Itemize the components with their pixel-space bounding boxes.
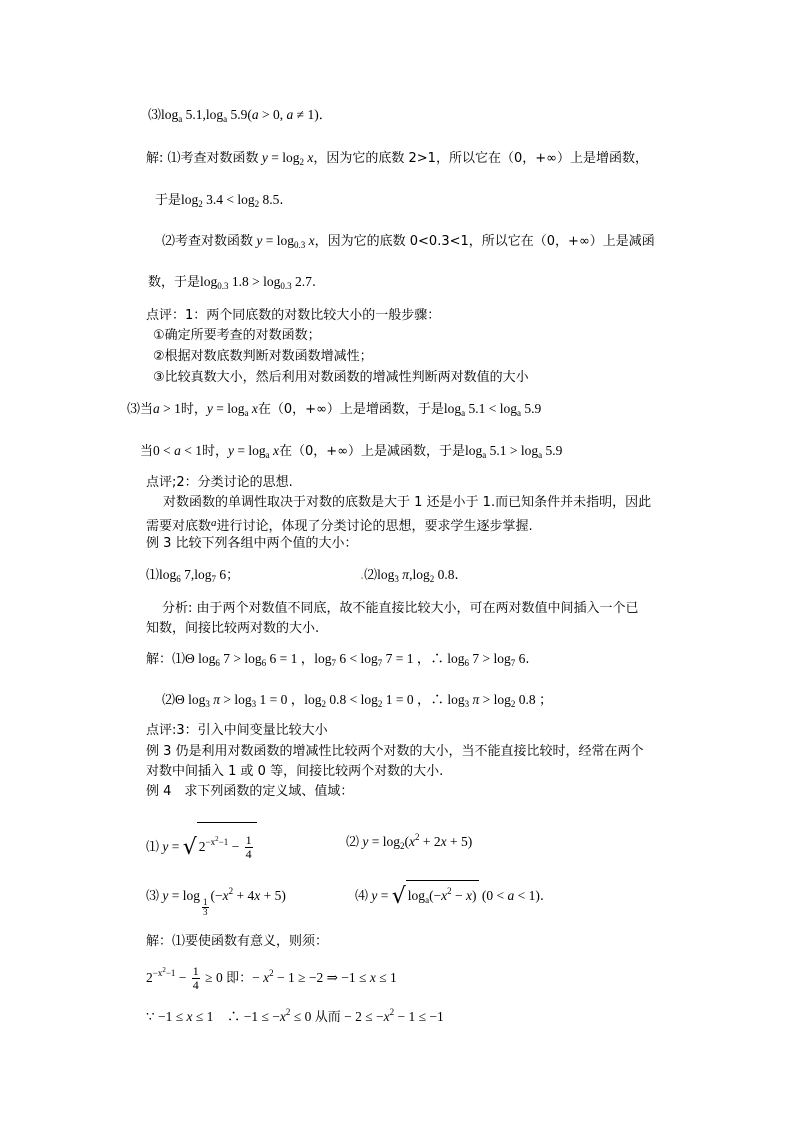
line-4 bbox=[162, 232, 655, 254]
comment-2: 点评;2：分类讨论的思想. bbox=[146, 475, 293, 490]
solution-ex4-step-2: ∵ −1 ≤ x ≤ 1 ∴ $-1 \le -x^2 \le 0$ 从而 − $2 \le -x^2 - 1 \le -1$ bbox=[146, 1007, 444, 1025]
solution-1-label: 解: ⑴考查对数函数 bbox=[146, 151, 259, 166]
line-4-text: ，因为它的底数 0<0.3<1，所以它在（0，+∞）上是减函 bbox=[314, 234, 655, 249]
line-5: 数，于是$\log_{0.3} 1.8 > \log_{0.3} 2.7$. bbox=[148, 274, 317, 291]
example-4-title: 例 4 求下列函数的定义域、值域： bbox=[146, 784, 354, 799]
formula-ex3-1: $\log_6 7,\log_7$ 6 bbox=[159, 567, 227, 584]
formula-log03-compare: $\log_{0.3} 1.8 > \log_{0.3} 2.7$ bbox=[200, 274, 312, 291]
formula-1: $\log_a 5.1,\log_a$ 5.9(a > 0, a ≠ 1) bbox=[161, 107, 319, 124]
label-3b: ⑶当 bbox=[127, 402, 154, 417]
example-3-item-2: $.⑵\log_3$ $\pi,\log_2$ 0.8. bbox=[360, 567, 459, 584]
analysis-line-2: 知数，间接比较两对数的大小. bbox=[146, 621, 320, 636]
paragraph-monotonic: 对数函数的单调性取决于对数的底数是大于 1 还是小于 1.而已知条件并未指明，因此 bbox=[163, 495, 652, 510]
line-10: ⑶当a > 1时，$y = \log_a x$在（0，+∞）上是增函数，于是$\log_a 5.1 < \log_a 5.9$ bbox=[127, 401, 542, 418]
analysis-line-1: 分析: 由于两个对数值不同底，故不能直接比较大小，可在两对数值中间插入一个已 bbox=[162, 601, 639, 616]
formula-ex3-2: $\log_3 \pi,\log_2$ 0.8 bbox=[377, 567, 455, 584]
function-4: ⑷ y = √ $\log_a(-x^2 - x) (0 < a < 1)$. bbox=[355, 880, 544, 909]
line-11-text: 在（0，+∞）上是减函数，于是 bbox=[279, 444, 466, 459]
function-2: ⑵ $y = \log_2(x^2 + 2x + 5)$ bbox=[346, 832, 473, 851]
line-3: 于是$\log_2 3.4 < \log_2 8.5$. bbox=[155, 192, 284, 209]
example-3-items: $⑴\log_6$ $7,\log_7$ 6； bbox=[146, 567, 240, 584]
example-3-title: 例 3 比较下列各组中两个值的大小： bbox=[146, 536, 358, 551]
paragraph-ex3-note-1: 例 3 仍是利用对数函数的增减性比较两个对数的大小，当不能直接比较时，经常在两个 bbox=[146, 744, 644, 759]
step-1: ①确定所要考查的对数函数； bbox=[153, 328, 321, 343]
line-2 bbox=[146, 149, 648, 171]
step-2: ②根据对数底数判断对数函数增减性； bbox=[153, 349, 373, 364]
formula-log2-compare: $\log_2 3.4 < \log_2 8.5$ bbox=[181, 192, 280, 209]
line-10-text: 在（0，+∞）上是增函数，于是 bbox=[257, 402, 444, 417]
solution-ex3-1: 解：⑴Θ $\log_6 7 > \log_6 6 = 1$ ，$\log_7 6 < \log_7 7 = 1$ ，∴ $\log_6 7 > \log_7 6$. bbox=[146, 651, 530, 668]
function-1: ⑴ y = √ $2^{-x^2-1}$ − $\frac{1}{4}$ bbox=[146, 822, 257, 863]
solution-ex3-2: ⑵Θ $\log_3 \pi > \log_3 1 = 0$ ，$\log_2 0.8 < \log_2 1 = 0$ ，∴ $\log_3 \pi > \log_2 0.8$ ； bbox=[162, 692, 553, 709]
line-3-text: 于是 bbox=[155, 193, 182, 208]
line-5-text: 数，于是 bbox=[148, 275, 201, 290]
line-2-text: ，因为它的底数 2>1，所以它在（0，+∞）上是增函数， bbox=[313, 151, 648, 166]
step-3: ③比较真数大小，然后利用对数函数的增减性判断两对数值的大小 bbox=[153, 370, 529, 385]
solution-2-label: ⑵考查对数函数 bbox=[162, 234, 254, 249]
paragraph-ex3-note-2: 对数中间插入 1 或 0 等，间接比较两个对数的大小. bbox=[146, 764, 444, 779]
line-11: 当0 < a < 1时，$y = \log_a x$在（0，+∞）上是减函数，于是$\log_a 5.1 > \log_a 5.9$ bbox=[140, 443, 563, 460]
solution-ex4-intro: 解：⑴要使函数有意义，则须： bbox=[146, 934, 329, 949]
line-14: 需要对底数$^a$进行讨论，体现了分类讨论的思想，要求学生逐步掌握. bbox=[146, 517, 533, 534]
label-3: ⑶ bbox=[148, 108, 162, 123]
formula-y-log03x: $y = \log_{0.3} x$ bbox=[253, 233, 315, 250]
comment-1: 点评：1：两个同底数的对数比较大小的一般步骤： bbox=[146, 308, 441, 323]
comment-3: 点评:3：引入中间变量比较大小 bbox=[146, 723, 328, 738]
line-1: $⑶\log_a$ $5.1,\log_a$ 5.9(a > 0, a ≠ 1)． bbox=[148, 107, 332, 124]
formula-y-log2x: $y = \log_2 x$ bbox=[258, 150, 314, 167]
function-3: ⑶ y = log $_{\frac{1}{3}}$ $(-x^2 + 4x + 5)$ bbox=[146, 886, 286, 918]
solution-ex4-step-1: $2^{-x^2-1}$ − $\frac{1}{4}$ ≥ 0 即：− $x^2 - 1 \ge -2$ ⇒ −1 ≤ x ≤ 1 bbox=[146, 964, 397, 993]
